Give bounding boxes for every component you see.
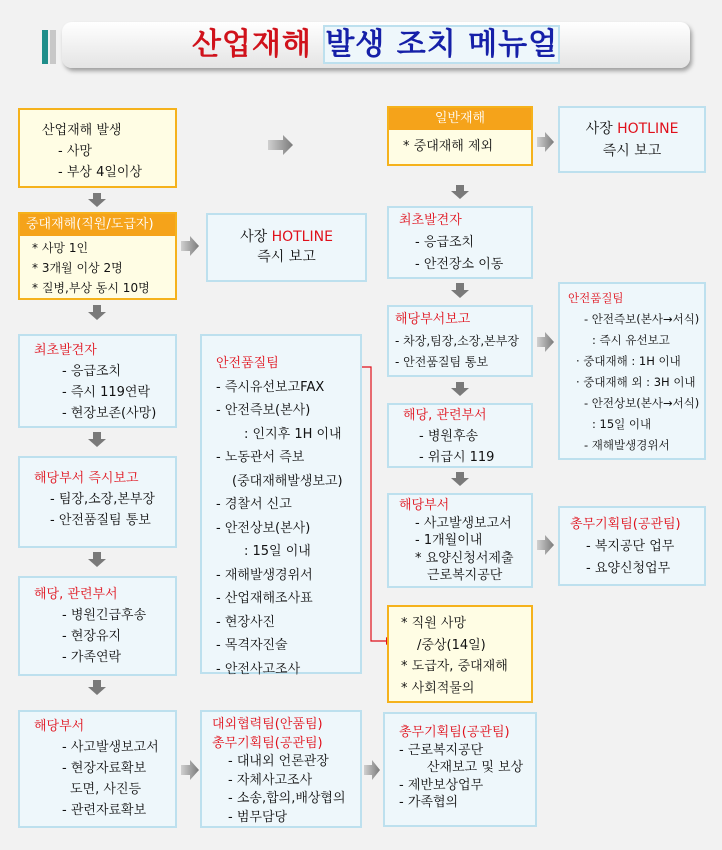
dept-right-title: 해당부서 — [399, 498, 450, 513]
dept-right-line-1: - 1개월이내 — [415, 533, 483, 548]
first-finder-right-line-1: - 안전장소 이동 — [415, 257, 504, 272]
title-part2: 발생 조치 메뉴얼 — [325, 27, 559, 62]
accident-line-1: - 사망 — [58, 144, 92, 159]
safety-line-11: - 목격자진술 — [216, 638, 288, 653]
admin2-line-1: 산재보고 및 보상 — [427, 760, 524, 775]
hotline-label: HOTLINE — [271, 229, 333, 245]
related-right-line-0: - 병원후송 — [419, 429, 479, 444]
safety2-line-3: · 중대재해 외 : 3H 이내 — [576, 375, 696, 389]
safety2-line-5: : 15일 이내 — [592, 417, 652, 431]
general-accident-line-0: * 중대재해 제외 — [403, 139, 494, 154]
notes-line-2: * 도급자, 중대재해 — [401, 659, 508, 674]
external-line-3: - 범무담당 — [228, 809, 288, 825]
serious-line-0: * 사망 1인 — [32, 241, 89, 255]
serious-line-2: * 질병,부상 동시 10명 — [32, 281, 150, 295]
box-admin-team-right — [558, 506, 706, 586]
dept-report-line-1: - 안전품질팀 통보 — [50, 513, 151, 528]
box-first-finder-right — [387, 206, 533, 279]
hotline2-label: HOTLINE — [617, 121, 679, 137]
box-related-depts-right — [387, 403, 533, 468]
box-admin-team-bottom — [383, 712, 537, 827]
related-depts-line-0: - 병원긴급후송 — [62, 608, 147, 623]
dept-docs-line-1: - 현장자료확보 — [62, 761, 147, 776]
safety-line-10: - 현장사진 — [216, 614, 276, 630]
related-depts-line-2: - 가족연락 — [62, 650, 122, 665]
safety-line-3: - 노동관서 즉보 — [216, 450, 305, 465]
admin-line-1: - 요양신청업무 — [586, 561, 671, 576]
dept-right-line-3: 근로복지공단 — [427, 568, 503, 583]
admin-title: 총무기획팀(공관팀) — [570, 517, 681, 532]
external-line-2: - 소송,합의,배상협의 — [228, 791, 346, 806]
dept-docs-title: 해당부서 — [34, 719, 85, 734]
related-right-line-1: - 위급시 119 — [419, 450, 495, 465]
box-notes — [387, 605, 533, 703]
hotline2-pre: 사장 — [585, 121, 618, 137]
box-dept-report-right — [387, 305, 533, 377]
box-general-accident — [387, 106, 533, 166]
admin2-line-0: - 근로복지공단 — [399, 742, 484, 758]
safety-line-8: - 재해발생경위서 — [216, 567, 313, 583]
related-right-title: 해당, 관련부서 — [403, 408, 487, 423]
dept-report-line-0: - 팀장,소장,본부장 — [50, 492, 155, 507]
box-first-finder — [18, 334, 177, 428]
first-finder-right-title: 최초발견자 — [399, 213, 462, 228]
title-part1: 산업재해 — [191, 27, 312, 62]
admin2-line-2: - 제반보상업무 — [399, 777, 484, 793]
safety-line-2: : 인지후 1H 이내 — [244, 426, 342, 442]
safety-line-7: : 15일 이내 — [244, 544, 311, 559]
related-depts-title: 해당, 관련부서 — [34, 587, 118, 602]
hotline-line2: 즉시 보고 — [257, 249, 316, 265]
admin-line-0: - 복지공단 업무 — [586, 539, 675, 554]
safety-line-0: - 즉시유선보고FAX — [216, 379, 325, 395]
notes-line-1: /중상(14일) — [417, 637, 486, 653]
box-serious-accident — [18, 212, 177, 300]
box-dept-docs — [18, 710, 177, 828]
red-connector — [362, 367, 386, 641]
safety2-line-4: - 안전상보(본사→서식) — [584, 396, 700, 410]
first-finder-right-line-0: - 응급조치 — [415, 235, 475, 250]
dept-right-line-2: * 요양신청서제출 — [415, 550, 514, 566]
related-depts-line-1: - 현장유지 — [62, 629, 122, 644]
dept-report-right-line-1: - 안전품질팀 통보 — [395, 355, 489, 369]
box-dept-immediate-report — [18, 456, 177, 548]
dept-report-right-title: 해당부서보고 — [395, 312, 471, 327]
admin2-line-3: - 가족협의 — [399, 795, 459, 810]
general-accident-head: 일반재해 — [389, 108, 531, 130]
dept-docs-line-0: - 사고발생보고서 — [62, 740, 159, 755]
dept-docs-line-2: 도면, 사진등 — [70, 782, 142, 797]
first-finder-title: 최초발견자 — [34, 343, 97, 358]
external-line-0: - 대내외 언론관장 — [228, 754, 329, 769]
external-title1: 대외협력팀(안품팀) — [212, 717, 323, 732]
dept-right-line-0: - 사고발생보고서 — [415, 515, 512, 531]
admin2-title: 총무기획팀(공관팀) — [399, 725, 510, 740]
hotline-pre: 사장 — [240, 229, 272, 245]
safety-title: 안전품질팀 — [216, 356, 279, 371]
safety-line-1: - 안전즉보(본사) — [216, 403, 311, 418]
safety-line-5: - 경찰서 신고 — [216, 497, 292, 512]
box-accident-occurred — [18, 108, 177, 188]
serious-accident-head: 중대재해(직원/도급자) — [20, 214, 175, 236]
safety2-title: 안전품질팀 — [568, 291, 624, 305]
notes-line-3: * 사회적물의 — [401, 680, 475, 696]
box-external-relations — [200, 710, 362, 828]
safety-line-4: (중대재해발생보고) — [232, 473, 343, 489]
external-line-1: - 자체사고조사 — [228, 772, 313, 788]
box-dept-right — [387, 493, 533, 588]
safety2-line-6: - 재해발생경위서 — [584, 438, 670, 452]
dept-docs-line-3: - 관련자료확보 — [62, 803, 147, 818]
accident-line-0: 산업재해 발생 — [42, 123, 122, 138]
box-related-depts — [18, 576, 177, 676]
safety2-line-0: - 안전즉보(본사→서식) — [584, 312, 700, 326]
accident-line-2: - 부상 4일이상 — [58, 165, 143, 180]
safety-line-12: - 안전사고조사 — [216, 661, 301, 677]
dept-report-title: 해당부서 즉시보고 — [34, 471, 139, 486]
safety2-line-2: · 중대재해 : 1H 이내 — [576, 354, 681, 368]
dept-report-right-line-0: - 차장,팀장,소장,본부장 — [395, 333, 519, 348]
box-ceo-hotline-right — [558, 106, 706, 173]
hotline2-line2: 즉시 보고 — [602, 143, 662, 159]
safety-line-6: - 안전상보(본사) — [216, 520, 311, 536]
first-finder-line-2: - 현장보존(사망) — [62, 406, 157, 421]
external-title2: 총무기획팀(공관팀) — [212, 735, 323, 751]
safety-line-9: - 산업재해조사표 — [216, 591, 313, 606]
notes-line-0: * 직원 사망 — [401, 616, 466, 631]
box-safety-team-left — [200, 334, 362, 677]
first-finder-line-1: - 즉시 119연락 — [62, 385, 151, 400]
box-safety-team-right — [558, 282, 706, 460]
first-finder-line-0: - 응급조치 — [62, 364, 122, 379]
box-ceo-hotline-left — [206, 213, 367, 282]
safety2-line-1: : 즉시 유선보고 — [592, 333, 670, 347]
serious-line-1: * 3개월 이상 2명 — [32, 261, 123, 275]
